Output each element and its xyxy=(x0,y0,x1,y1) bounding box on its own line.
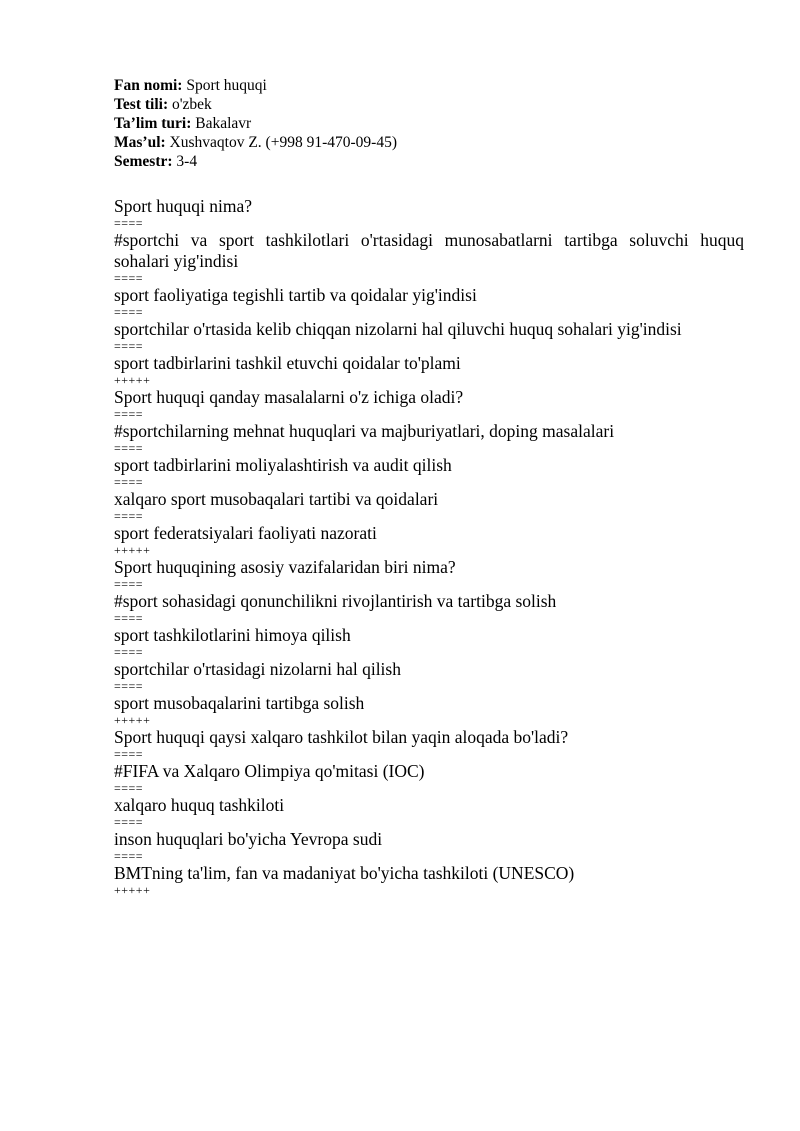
option-text: BMTning ta'lim, fan va madaniyat bo'yicha tashkiloti (UNESCO) xyxy=(114,863,575,883)
option-text: #sportchi va sport tashkilotlari o'rtasidagi munosabatlarni tartibga soluvchi huquq sohalari yig'indisi xyxy=(114,230,744,271)
language-value: o'zbek xyxy=(168,96,212,113)
option-text: sport musobaqalarini tartibga solish xyxy=(114,693,365,713)
option-text: xalqaro huquq tashkiloti xyxy=(114,795,285,815)
option-text: sportchilar o'rtasida kelib chiqqan nizolarni hal qiluvchi huquq sohalari yig'indisi xyxy=(114,319,682,339)
option-separator: ==== xyxy=(114,645,144,659)
option-text: sport tadbirlarini tashkil etuvchi qoidalar to'plami xyxy=(114,353,461,373)
option-separator: ==== xyxy=(114,475,144,489)
option-separator: ==== xyxy=(114,747,144,761)
question-text: Sport huquqi nima? xyxy=(114,196,253,216)
responsible-label: Mas’ul: xyxy=(114,134,166,151)
option-separator: ==== xyxy=(114,339,144,353)
option-separator: ==== xyxy=(114,781,144,795)
option-separator: ==== xyxy=(114,849,144,863)
option-separator: ==== xyxy=(114,271,144,285)
semester-line xyxy=(114,152,744,171)
education-type-label: Ta’lim turi: xyxy=(114,115,192,132)
question-text: Sport huquqi qanday masalalarni o'z ichiga oladi? xyxy=(114,387,464,407)
option-text: #sport sohasidagi qonunchilikni rivojlantirish va tartibga solish xyxy=(114,591,557,611)
question-end-separator: +++++ xyxy=(114,713,151,727)
option-text: sport tadbirlarini moliyalashtirish va audit qilish xyxy=(114,455,452,475)
option-text: #FIFA va Xalqaro Olimpiya qo'mitasi (IOC) xyxy=(114,761,425,781)
option-text: sport tashkilotlarini himoya qilish xyxy=(114,625,351,645)
subject-line xyxy=(114,76,744,95)
semester-label: Semestr: xyxy=(114,153,173,170)
option-separator: ==== xyxy=(114,815,144,829)
option-separator: ==== xyxy=(114,679,144,693)
question-list xyxy=(114,196,744,897)
semester-value: 3-4 xyxy=(172,153,198,170)
responsible-line xyxy=(114,133,744,152)
question-text: Sport huquqining asosiy vazifalaridan biri nima? xyxy=(114,557,456,577)
question-block xyxy=(114,727,744,897)
option-text: sport federatsiyalari faoliyati nazorati xyxy=(114,523,377,543)
option-text: xalqaro sport musobaqalari tartibi va qoidalari xyxy=(114,489,439,509)
option-separator: ==== xyxy=(114,305,144,319)
question-block xyxy=(114,557,744,727)
option-separator: ==== xyxy=(114,577,144,591)
responsible-value: Xushvaqtov Z. (+998 91-470-09-45) xyxy=(165,134,397,151)
option-separator: ==== xyxy=(114,441,144,455)
option-text: sport faoliyatiga tegishli tartib va qoidalar yig'indisi xyxy=(114,285,477,305)
language-label: Test tili: xyxy=(114,96,169,113)
option-text: sportchilar o'rtasidagi nizolarni hal qilish xyxy=(114,659,401,679)
option-separator: ==== xyxy=(114,407,144,421)
question-end-separator: +++++ xyxy=(114,543,151,557)
education-type-line xyxy=(114,114,744,133)
question-text: Sport huquqi qaysi xalqaro tashkilot bilan yaqin aloqada bo'ladi? xyxy=(114,727,569,747)
option-separator: ==== xyxy=(114,216,144,230)
option-separator: ==== xyxy=(114,509,144,523)
document-header xyxy=(114,76,744,171)
option-text: inson huquqlari bo'yicha Yevropa sudi xyxy=(114,829,383,849)
question-block xyxy=(114,196,744,387)
subject-label: Fan nomi: xyxy=(114,77,183,94)
subject-value: Sport huquqi xyxy=(182,77,267,94)
option-separator: ==== xyxy=(114,611,144,625)
document-page xyxy=(114,76,744,897)
question-block xyxy=(114,387,744,557)
question-end-separator: +++++ xyxy=(114,373,151,387)
language-line xyxy=(114,95,744,114)
question-end-separator: +++++ xyxy=(114,883,151,897)
education-type-value: Bakalavr xyxy=(191,115,252,132)
option-text: #sportchilarning mehnat huquqlari va majburiyatlari, doping masalalari xyxy=(114,421,615,441)
